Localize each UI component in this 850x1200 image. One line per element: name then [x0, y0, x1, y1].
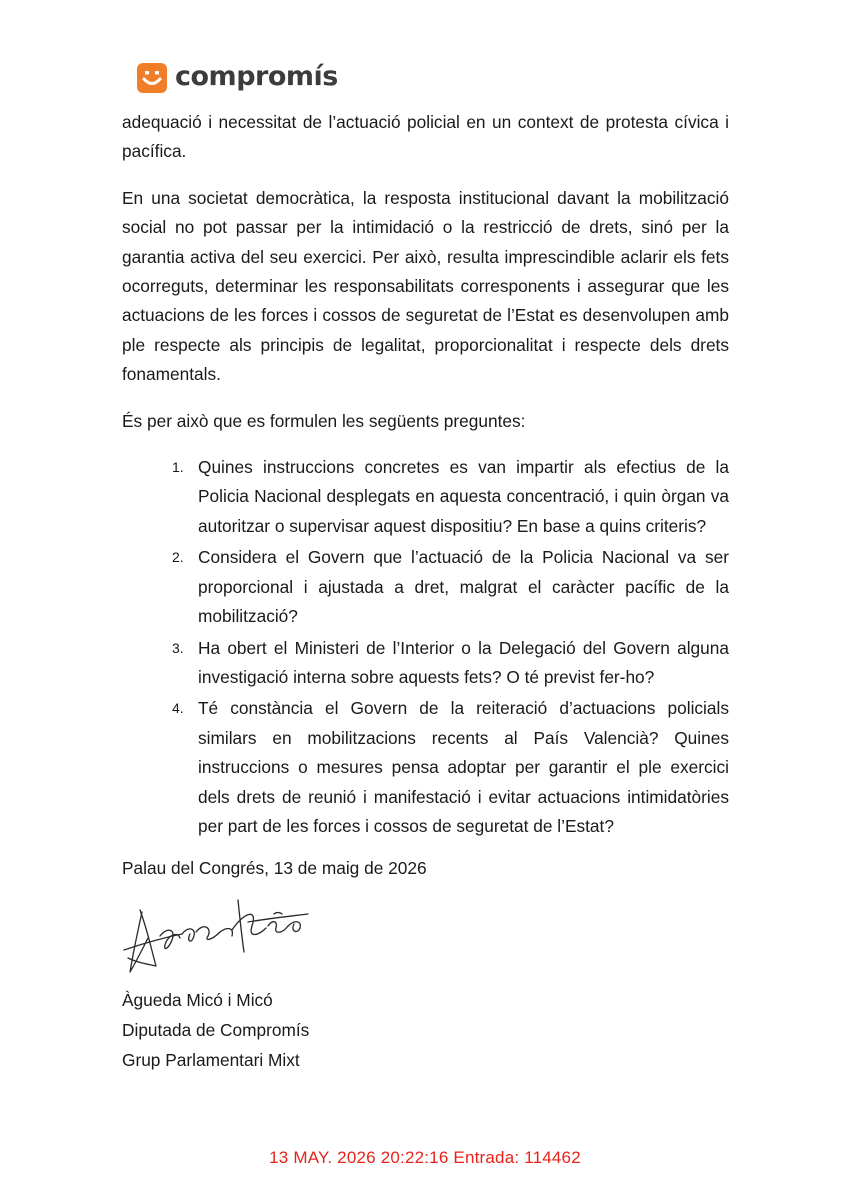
signer-role: Diputada de Compromís — [122, 1019, 310, 1040]
signer-name: Àgueda Micó i Micó — [122, 990, 273, 1010]
question-number: 4. — [172, 700, 184, 717]
smiley-logo-icon — [137, 63, 167, 93]
signer-group: Grup Parlamentari Mixt — [122, 1049, 300, 1070]
question-item — [122, 634, 729, 693]
handwritten-signature — [112, 892, 312, 982]
registry-stamp: 13 MAY. 2026 20:22:16 Entrada: 114462 — [269, 1148, 581, 1167]
question-number: 2. — [172, 549, 184, 566]
place-date: Palau del Congrés, 13 de maig de 2026 — [122, 858, 427, 878]
paragraph: adequació i necessitat de l’actuació policial en un context de protesta cívica i pacífica. — [122, 112, 729, 162]
question-item — [122, 694, 729, 841]
paragraph: En una societat democràtica, la resposta institucional davant la mobilització social no pot passar per la intimidació o la restricció de drets, sinó per la garantia activa del seu exercici. Per això, resulta imprescindible aclarir els fets ocorreguts, determinar les responsabilitats corresponents i assegurar que les actuacions de les forces i cossos de seguretat de l’Estat es desenvolupen amb ple respecte als principis de legalitat, proporcionalitat i respecte dels drets fonamentals. — [122, 187, 729, 385]
question-item — [122, 453, 729, 541]
question-text: Considera el Govern que l’actuació de la Policia Nacional va ser proporcional i ajustada a dret, malgrat el caràcter pacífic de la mobilització? — [198, 547, 729, 627]
question-text: Té constància el Govern de la reiteració d’actuacions policials similars en mobilitzacions recents al País Valencià? Quines instruccions o mesures pensa adoptar per garantir el ple exercici dels drets de reunió i manifestació i evitar actuacions intimidatòries per part de les forces i cossos de seguretat de l’Estat? — [198, 698, 729, 836]
logo-wordmark: compromís — [175, 60, 338, 92]
question-item — [122, 543, 729, 631]
document-body — [122, 108, 729, 843]
question-text: Quines instruccions concretes es van impartir als efectius de la Policia Nacional desplegats en aquesta concentració, i quin òrgan va autoritzar o supervisar aquest dispositiu? En base a quins criteris? — [198, 457, 729, 536]
question-text: Ha obert el Ministeri de l’Interior o la Delegació del Govern alguna investigació interna sobre aquests fets? O té previst fer-ho? — [198, 637, 729, 687]
compromis-logo — [137, 60, 338, 96]
question-number: 1. — [172, 459, 184, 476]
question-number: 3. — [172, 639, 184, 656]
paragraph: És per això que es formulen les següents preguntes: — [122, 410, 526, 431]
signer-block — [122, 986, 309, 1075]
questions-list — [122, 453, 729, 841]
